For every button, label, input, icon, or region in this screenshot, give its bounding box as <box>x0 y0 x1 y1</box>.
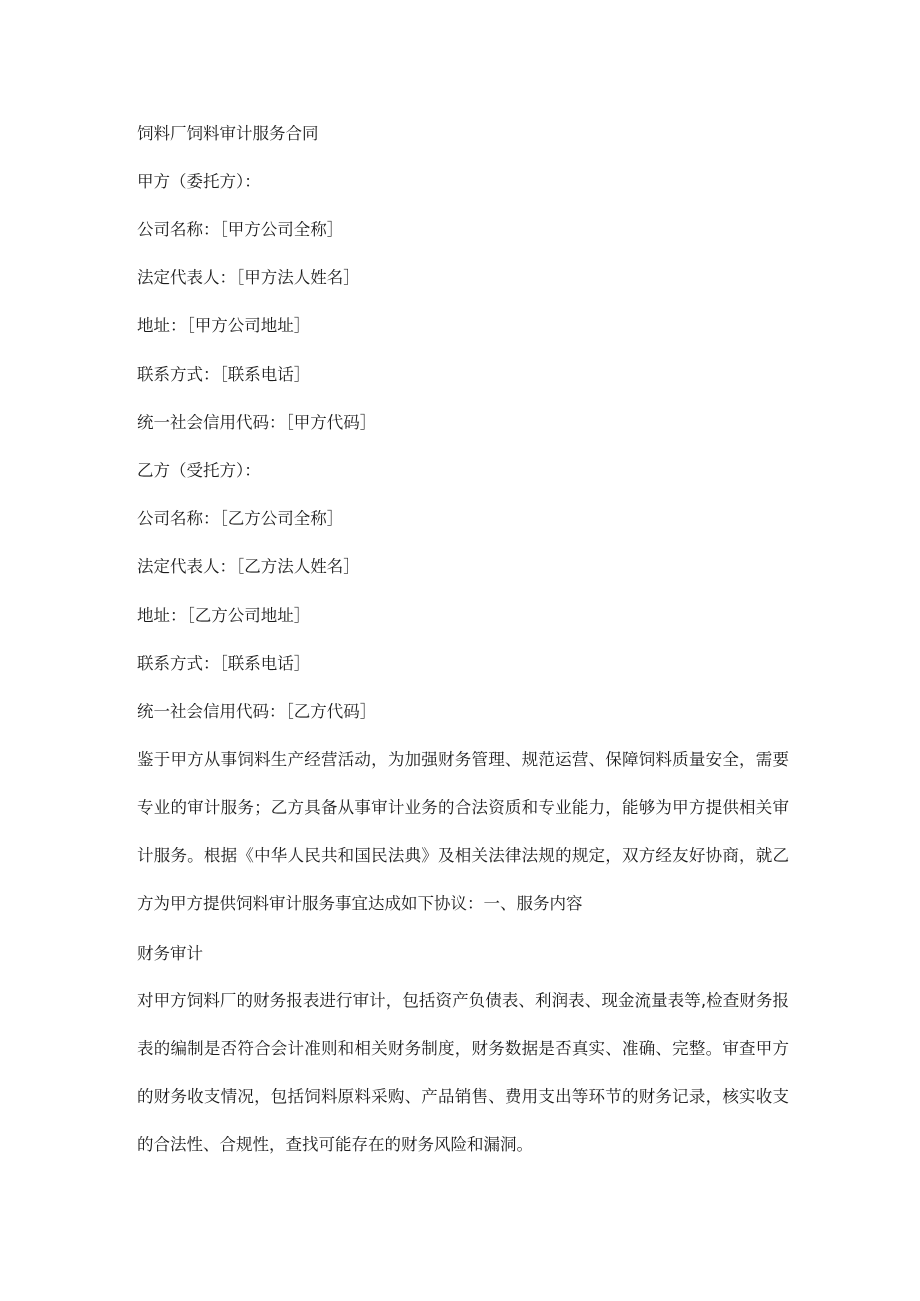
party-a-contact: 联系方式：［联系电话］ <box>137 365 311 384</box>
preamble-paragraph: 鉴于甲方从事饲料生产经营活动，为加强财务管理、规范运营、保障饲料质量安全，需要专业的审计服务；乙方具备从事审计业务的合法资质和专业能力，能够为甲方提供相关审计服务。根据《中华人民共和国民法典》及相关法律法规的规定，双方经友好协商，就乙方为甲方提供饲料审计服务事宜达成如下协议：一、服务内容 <box>137 750 789 913</box>
party-a-company-name: 公司名称：［甲方公司全称］ <box>137 220 344 239</box>
party-a-credit-code: 统一社会信用代码：［甲方代码］ <box>137 413 377 432</box>
section-body-paragraph: 对甲方饲料厂的财务报表进行审计，包括资产负债表、利润表、现金流量表等,检查财务报表的编制是否符合会计准则和相关财务制度，财务数据是否真实、准确、完整。审查甲方的财务收支情况，包括饲料原料采购、产品销售、费用支出等环节的财务记录，核实收支的合法性、合规性，查找可能存在的财务风险和漏洞。 <box>137 991 789 1154</box>
section-heading: 财务审计 <box>137 944 203 963</box>
party-b-legal-rep: 法定代表人：［乙方法人姓名］ <box>137 557 360 576</box>
party-b-company-name: 公司名称：［乙方公司全称］ <box>137 509 344 528</box>
party-a-heading: 甲方（委托方）： <box>137 172 261 191</box>
party-b-credit-code: 统一社会信用代码：［乙方代码］ <box>137 702 377 721</box>
party-a-legal-rep: 法定代表人：［甲方法人姓名］ <box>137 268 360 287</box>
party-b-contact: 联系方式：［联系电话］ <box>137 654 311 673</box>
party-a-address: 地址：［甲方公司地址］ <box>137 316 311 335</box>
contract-title: 饲料厂饲料审计服务合同 <box>137 124 319 143</box>
party-b-heading: 乙方（受托方）： <box>137 461 261 480</box>
party-b-address: 地址：［乙方公司地址］ <box>137 606 311 625</box>
